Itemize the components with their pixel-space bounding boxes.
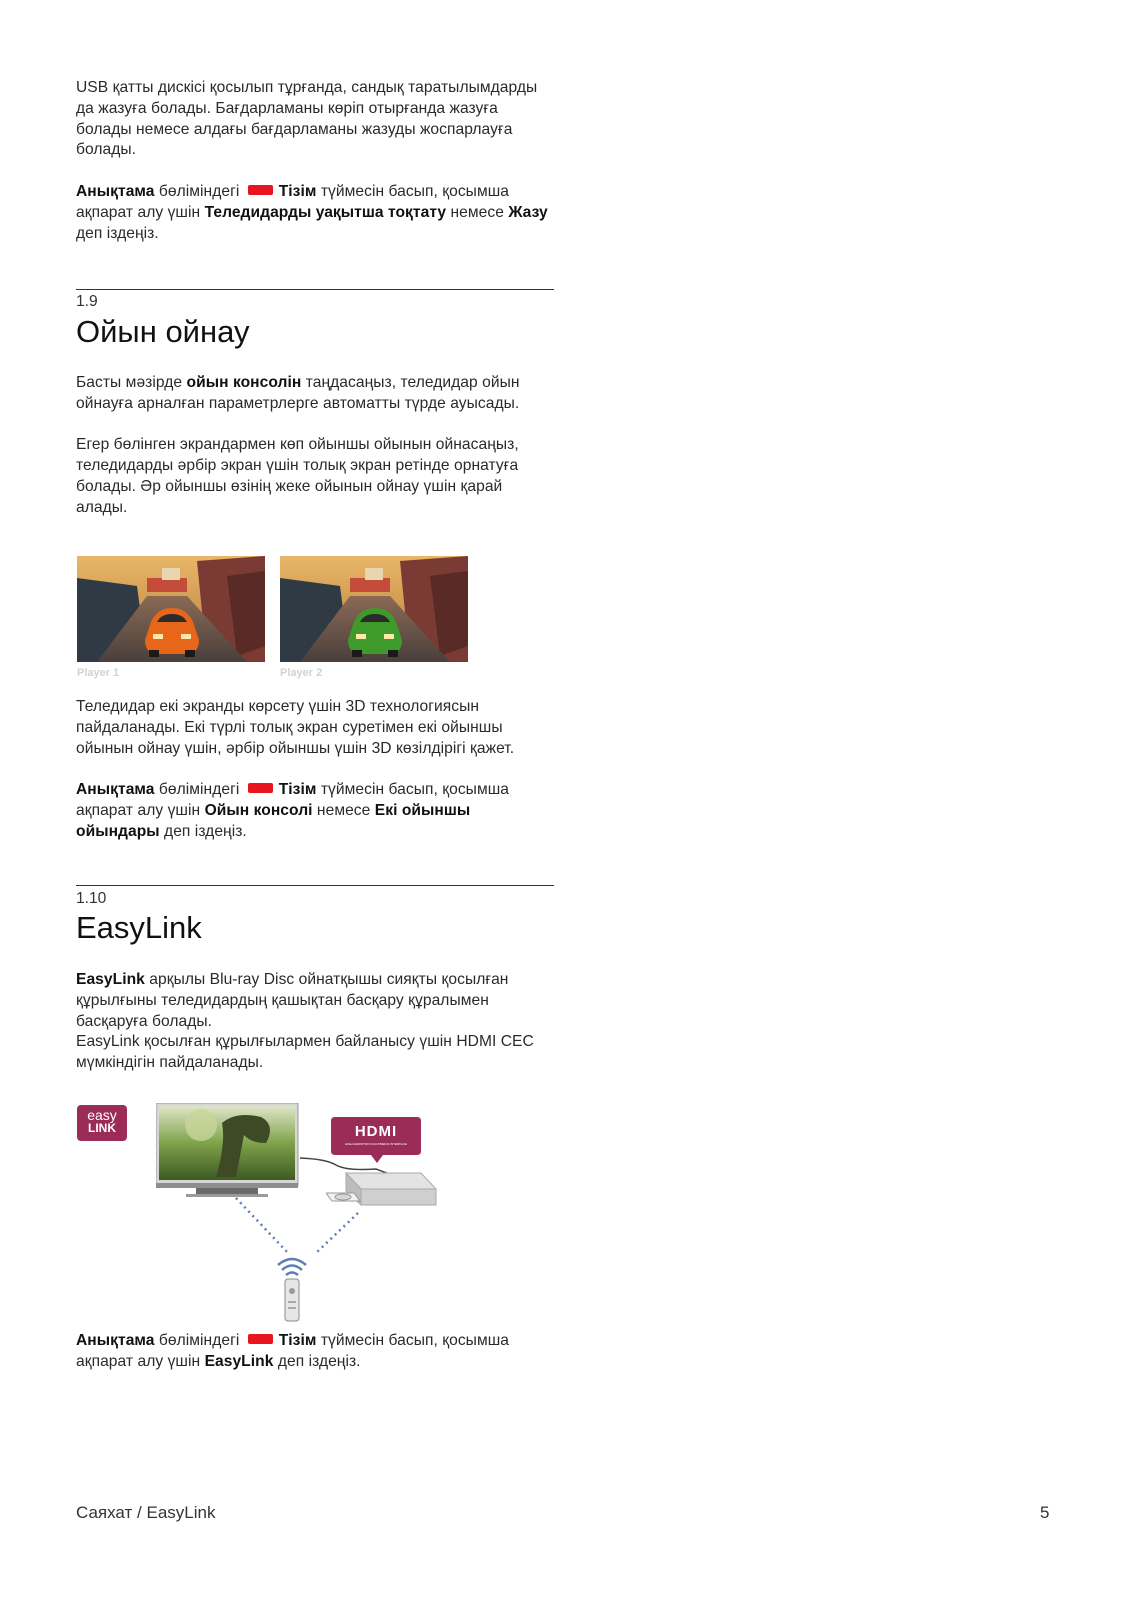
text-fragment: деп іздеңіз. <box>273 1352 361 1370</box>
help-paragraph <box>76 182 554 244</box>
image-caption: Player 2 <box>280 667 323 679</box>
text-fragment: бөліміндегі <box>154 182 244 200</box>
section-divider <box>76 289 554 290</box>
text-fragment: Басты мәзірде <box>76 374 187 391</box>
section-number: 1.9 <box>76 293 98 310</box>
text-fragment: арқылы Blu-ray Disc ойнатқышы сияқты қосылған құрылғыны теледидардың қашықтан басқару құралымен басқаруға болады. <box>76 971 509 1030</box>
section-title: EasyLink <box>76 910 202 945</box>
game-screenshot-player2 <box>280 556 468 662</box>
section-body <box>76 373 554 519</box>
intro-block <box>76 78 554 244</box>
text-fragment: деп іздеңіз. <box>76 224 159 242</box>
hdmi-label: HDMI <box>354 1123 398 1140</box>
logo-text: easy <box>87 1107 117 1123</box>
paragraph <box>76 970 554 1032</box>
red-key-icon <box>248 1334 273 1344</box>
connection-lines <box>76 1103 556 1323</box>
text-fragment: түймесін басып, қосымша ақпарат алу үшін <box>76 1332 509 1370</box>
red-key-icon <box>248 185 273 195</box>
text-fragment: бөліміндегі <box>154 1332 244 1349</box>
remote-control-icon <box>272 1253 312 1323</box>
paragraph: Егер бөлінген экрандармен көп ойыншы ойынын ойнасаңыз, теледидарды әрбір экран үшін толық экран ретінде орнатуға болады. Әр ойыншы өзінің жеке ойынын ойнау үшін қарай алады. <box>76 436 519 516</box>
text-fragment: түймесін басып, қосымша ақпарат алу үшін <box>76 781 509 819</box>
key-label: Тізім <box>278 781 317 799</box>
text-fragment: немесе <box>446 203 509 221</box>
section-title: Ойын ойнау <box>76 314 250 349</box>
text-fragment: таңдасаңыз, теледидар ойын ойнауға арналған параметрлерге автоматты түрде ауысады. <box>76 374 520 412</box>
key-label: Тізім <box>278 182 317 200</box>
game-screenshot-player1 <box>77 556 265 662</box>
section-body <box>76 970 554 1074</box>
help-term: Анықтама <box>76 1332 155 1349</box>
bold-term: ойын консолін <box>186 374 302 391</box>
search-term: Екі ойыншы ойындары <box>76 801 471 840</box>
bold-term: EasyLink <box>76 971 145 988</box>
easylink-diagram <box>76 1103 556 1323</box>
text-fragment: немесе <box>312 801 375 819</box>
search-term: EasyLink <box>204 1352 274 1370</box>
help-paragraph <box>76 1331 554 1373</box>
key-label: Тізім <box>278 1332 317 1349</box>
section-number: 1.10 <box>76 890 107 907</box>
help-term: Анықтама <box>76 781 155 799</box>
search-term: Теледидарды уақытша тоқтату <box>204 203 447 221</box>
car-icon <box>143 604 201 658</box>
page-number: 5 <box>1040 1503 1050 1522</box>
image-caption: Player 1 <box>77 667 120 679</box>
text-fragment: бөліміндегі <box>154 781 244 799</box>
search-term: Жазу <box>508 203 548 221</box>
footer-breadcrumb: Саяхат / EasyLink <box>76 1503 216 1522</box>
section-divider <box>76 885 554 886</box>
section-body <box>76 1331 554 1373</box>
text-fragment: деп іздеңіз. <box>159 822 247 840</box>
logo-text: LINK <box>88 1121 116 1135</box>
hdmi-sublabel: HIGH-DEFINITION MULTIMEDIA INTERFACE <box>344 1142 408 1146</box>
red-key-icon <box>248 783 273 793</box>
search-term: Ойын консолі <box>204 801 313 819</box>
section-body <box>76 697 554 843</box>
paragraph <box>76 373 554 415</box>
bluray-player-icon <box>326 1163 446 1213</box>
car-icon <box>346 604 404 658</box>
help-paragraph <box>76 780 554 842</box>
text-fragment: түймесін басып, қосымша ақпарат алу үшін <box>76 182 509 221</box>
paragraph: EasyLink қосылған құрылғылармен байланысу үшін HDMI CEC мүмкіндігін пайдаланады. <box>76 1033 534 1072</box>
paragraph: Теледидар екі экранды көрсету үшін 3D технологиясын пайдаланады. Екі түрлі толық экран суретімен екі ойыншы ойынын ойнау үшін, әрбір ойыншы үшін 3D көзілдірігі қажет. <box>76 698 515 757</box>
paragraph: USB қатты дискісі қосылып тұрғанда, сандық таратылымдарды да жазуға болады. Бағдарламаны көріп отырғанда жазуға болады немесе алдағы бағдарламаны жазуды жоспарлауға болады. <box>76 79 538 159</box>
help-term: Анықтама <box>76 182 155 200</box>
